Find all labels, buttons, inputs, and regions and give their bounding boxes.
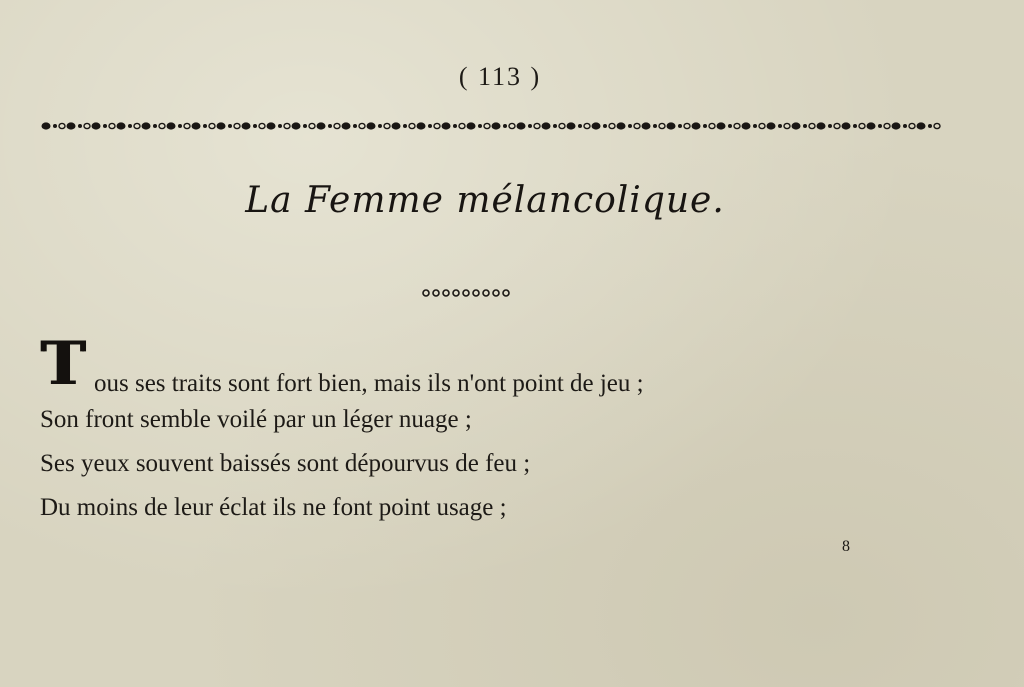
- signature-mark: 8: [842, 538, 850, 555]
- poem: [40, 329, 940, 530]
- small-ornament-graphic: [420, 287, 520, 299]
- small-ornament: [420, 284, 520, 296]
- ornamental-rule-graphic: [38, 118, 942, 134]
- page-number: ( 113 ): [458, 62, 542, 91]
- poem-line-4: Du moins de leur éclat ils ne font point usage ;: [40, 494, 507, 521]
- page-title: La Femme mélancolique.: [245, 180, 725, 221]
- poem-line-1-text: ous ses traits sont fort bien, mais ils n'ont point de jeu ;: [94, 370, 644, 397]
- ornamental-rule: [38, 118, 942, 134]
- poem-line-1: [40, 329, 940, 399]
- drop-cap: T: [40, 329, 85, 399]
- poem-line-2: Son front semble voilé par un léger nuage ;: [40, 406, 472, 433]
- poem-line-3: Ses yeux souvent baissés sont dépourvus de feu ;: [40, 450, 531, 477]
